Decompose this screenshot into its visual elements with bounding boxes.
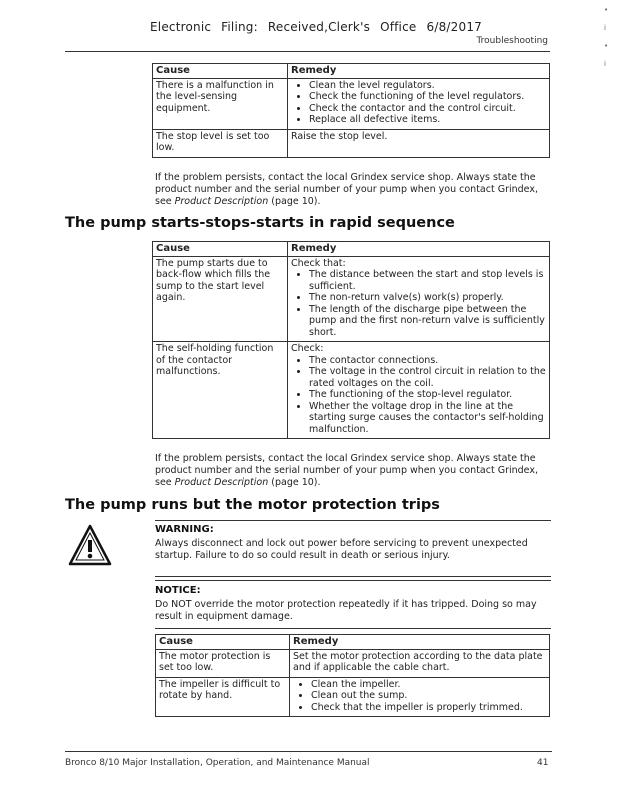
col-cause-header: Cause xyxy=(153,242,288,257)
col-remedy-header: Remedy xyxy=(288,242,550,257)
stamp-word: Filing: xyxy=(221,20,258,34)
footer-rule xyxy=(65,751,552,752)
list-item: • Clean the level regulators. xyxy=(309,80,546,92)
remedy-list xyxy=(291,355,546,436)
warning-label: WARNING: xyxy=(155,524,214,535)
list-item: • The non-return valve(s) work(s) properly. xyxy=(309,292,546,304)
list-item: • Replace all defective items. xyxy=(309,114,546,126)
table-row xyxy=(153,78,550,129)
persist-text: If the problem persists, contact the local Grindex service shop. Always state the product number and the serial number of your pump when you contact Grindex, see xyxy=(155,172,538,207)
warning-triangle-icon xyxy=(68,524,112,568)
product-description-link[interactable]: Product Description xyxy=(174,196,269,207)
margin-marks: • i • i xyxy=(604,6,609,68)
running-header: Troubleshooting xyxy=(476,36,548,46)
table-row xyxy=(153,256,550,342)
cause-remedy-table-3 xyxy=(155,634,550,717)
remedy-cell xyxy=(288,342,550,439)
cause-remedy-table-1 xyxy=(152,63,550,158)
cause-cell: The stop level is set too low. xyxy=(153,129,288,157)
remedy-cell xyxy=(288,78,550,129)
warning-top-rule xyxy=(155,520,551,521)
list-item: • Check the contactor and the control circuit. xyxy=(309,103,546,115)
cause-cell: There is a malfunction in the level-sensing equipment. xyxy=(153,78,288,129)
cause-cell: The impeller is difficult to rotate by hand. xyxy=(156,677,290,717)
remedy-cell xyxy=(290,677,550,717)
remedy-list xyxy=(291,80,546,126)
notice-label: NOTICE: xyxy=(155,585,201,596)
table-row xyxy=(153,129,550,157)
persist-note-1 xyxy=(155,172,550,208)
notice-top-rule xyxy=(155,580,551,581)
remedy-cell xyxy=(288,256,550,342)
list-item: • The functioning of the stop-level regulator. xyxy=(309,389,546,401)
col-remedy-header: Remedy xyxy=(288,64,550,79)
cause-remedy-table-2 xyxy=(152,241,550,439)
remedy-intro: Check: xyxy=(291,343,324,354)
stamp-word: Received,Clerk's xyxy=(267,20,371,34)
footer-text: Bronco 8/10 Major Installation, Operation, and Maintenance Manual xyxy=(65,758,370,768)
table-header-row xyxy=(153,64,550,79)
stamp-date: 6/8/2017 xyxy=(426,20,482,34)
list-item: • Check that the impeller is properly trimmed. xyxy=(311,702,546,714)
page-number: 41 xyxy=(537,758,549,768)
product-description-link[interactable]: Product Description xyxy=(174,477,269,488)
persist-note-2 xyxy=(155,453,550,489)
list-item: • The voltage in the control circuit in relation to the rated voltages on the coil. xyxy=(309,366,546,389)
table-row xyxy=(156,677,550,717)
warning-text: Always disconnect and lock out power before servicing to prevent unexpected startup. Failure to do so could result in death or serious injury. xyxy=(155,538,528,561)
remedy-list xyxy=(293,679,546,714)
remedy-intro: Check that: xyxy=(291,257,346,269)
section-heading-motor-protection: The pump runs but the motor protection trips xyxy=(65,497,440,513)
stamp-word: Office xyxy=(380,20,417,34)
persist-text: If the problem persists, contact the local Grindex service shop. Always state the product number and the serial number of your pump when you contact Grindex, see xyxy=(155,453,538,488)
persist-suffix: (page 10). xyxy=(268,477,321,488)
col-remedy-header: Remedy xyxy=(290,635,550,650)
section-heading-rapid-sequence: The pump starts-stops-starts in rapid sequence xyxy=(65,215,455,231)
filing-stamp xyxy=(150,20,482,34)
stamp-word: Electronic xyxy=(150,20,212,34)
col-cause-header: Cause xyxy=(156,635,290,650)
cause-cell: The motor protection is set too low. xyxy=(156,649,290,677)
table-header-row xyxy=(156,635,550,650)
table-row xyxy=(153,342,550,439)
notice-text: Do NOT override the motor protection repeatedly if it has tripped. Doing so may result in equipment damage. xyxy=(155,599,537,622)
list-item: • The contactor connections. xyxy=(309,355,546,367)
list-item: • The distance between the start and stop levels is sufficient. xyxy=(309,269,546,292)
list-item: • The length of the discharge pipe between the pump and the first non-return valve is sufficiently short. xyxy=(309,304,546,339)
list-item: • Check the functioning of the level regulators. xyxy=(309,91,546,103)
list-item: • Clean out the sump. xyxy=(311,690,546,702)
header-rule xyxy=(65,51,550,52)
col-cause-header: Cause xyxy=(153,64,288,79)
warning-bottom-rule xyxy=(155,576,551,577)
notice-bottom-rule xyxy=(155,628,551,629)
list-item: • Clean the impeller. xyxy=(311,679,546,691)
persist-suffix: (page 10). xyxy=(268,196,321,207)
cause-cell: The self-holding function of the contactor malfunctions. xyxy=(153,342,288,439)
list-item: • Whether the voltage drop in the line at the starting surge causes the contactor's self-holding malfunction. xyxy=(309,401,546,436)
remedy-cell: Raise the stop level. xyxy=(288,129,550,157)
remedy-cell: Set the motor protection according to the data plate and if applicable the cable chart. xyxy=(290,649,550,677)
table-header-row xyxy=(153,242,550,257)
cause-cell: The pump starts due to back-flow which fills the sump to the start level again. xyxy=(153,256,288,342)
remedy-list xyxy=(291,269,546,338)
table-row xyxy=(156,649,550,677)
